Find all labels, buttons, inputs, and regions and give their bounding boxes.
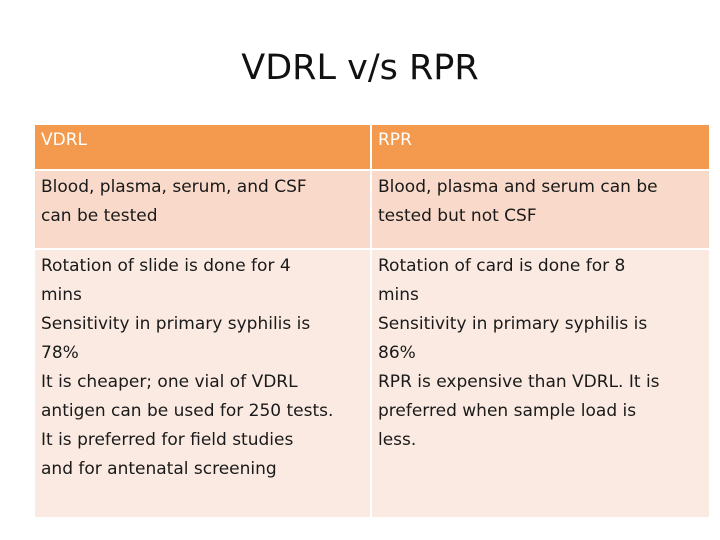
cell-line: less.	[378, 430, 417, 450]
cell-line: Sensitivity in primary syphilis is	[41, 314, 311, 334]
cell-line: mins	[41, 285, 82, 305]
cell-line: It is cheaper; one vial of VDRL	[41, 372, 298, 392]
cell-line: mins	[378, 285, 419, 305]
cell-line: tested but not CSF	[378, 206, 537, 226]
cell-line: preferred when sample load is	[378, 401, 637, 421]
cell-line: Sensitivity in primary syphilis is	[378, 314, 648, 334]
table-row-specimens	[35, 170, 709, 249]
header-vdrl: VDRL	[35, 125, 371, 170]
cell-line: Rotation of card is done for 8	[378, 256, 626, 276]
cell-vdrl-details	[35, 249, 371, 518]
cell-line: can be tested	[41, 206, 158, 226]
cell-vdrl-specimens	[35, 170, 371, 249]
cell-line: 78%	[41, 343, 79, 363]
table-row-details	[35, 249, 709, 518]
comparison-table	[35, 125, 709, 519]
cell-line: Blood, plasma and serum can be	[378, 177, 658, 197]
cell-line: Blood, plasma, serum, and CSF	[41, 177, 307, 197]
cell-line: Rotation of slide is done for 4	[41, 256, 291, 276]
cell-line: antigen can be used for 250 tests.	[41, 401, 334, 421]
slide-title: VDRL v/s RPR	[241, 48, 479, 88]
cell-line: RPR is expensive than VDRL. It is	[378, 372, 660, 392]
header-rpr: RPR	[371, 125, 709, 170]
cell-rpr-specimens	[371, 170, 709, 249]
table-header-row	[35, 125, 709, 170]
cell-line: and for antenatal screening	[41, 459, 277, 479]
cell-line: It is preferred for field studies	[41, 430, 294, 450]
cell-rpr-details	[371, 249, 709, 518]
cell-line: 86%	[378, 343, 416, 363]
